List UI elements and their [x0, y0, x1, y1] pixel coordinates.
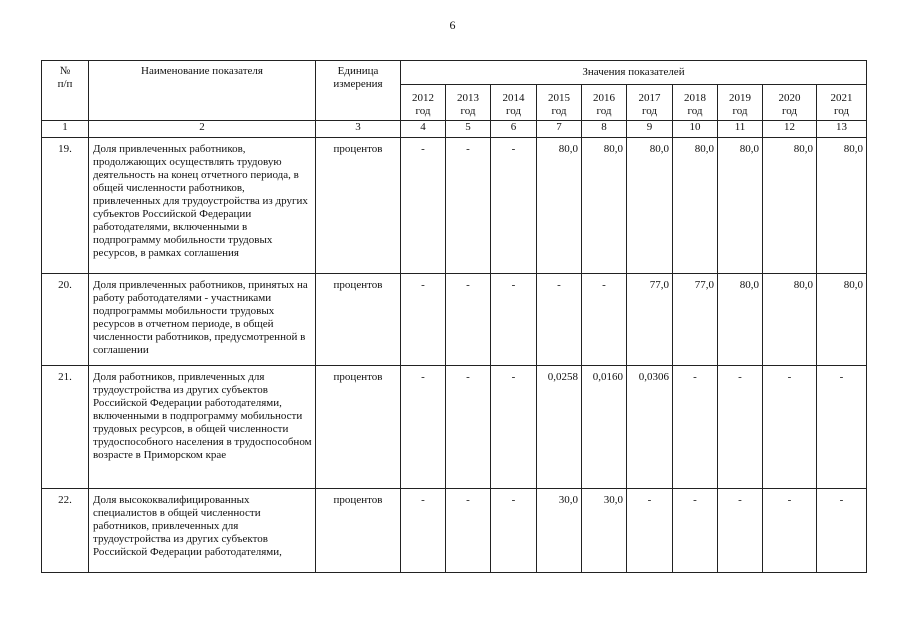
indicator-value: 30,0 — [537, 489, 582, 573]
column-numbers-row — [42, 121, 867, 138]
year-header: 2012 год — [401, 85, 446, 121]
column-number: 1 — [42, 121, 89, 138]
indicator-value: 0,0160 — [582, 366, 627, 489]
year-header: 2016 год — [582, 85, 627, 121]
indicator-value: 0,0306 — [627, 366, 673, 489]
year-header: 2019 год — [718, 85, 763, 121]
year-header: 2018 год — [673, 85, 718, 121]
indicator-value: - — [817, 366, 867, 489]
indicator-value: - — [627, 489, 673, 573]
column-number: 8 — [582, 121, 627, 138]
column-number: 6 — [491, 121, 537, 138]
indicator-value: 80,0 — [673, 138, 718, 274]
indicator-value: - — [582, 274, 627, 366]
indicator-value: - — [401, 274, 446, 366]
indicators-table — [41, 60, 867, 573]
table-row — [42, 366, 867, 489]
indicator-value: - — [718, 489, 763, 573]
indicator-value: 30,0 — [582, 489, 627, 573]
indicator-value: - — [446, 138, 491, 274]
row-number: 22. — [42, 489, 89, 573]
column-number: 4 — [401, 121, 446, 138]
indicator-value: - — [491, 138, 537, 274]
table-row — [42, 489, 867, 573]
indicator-value: - — [537, 274, 582, 366]
header-num: № п/п — [42, 61, 89, 121]
year-header: 2015 год — [537, 85, 582, 121]
table-row — [42, 274, 867, 366]
indicator-value: - — [401, 366, 446, 489]
indicator-value: 80,0 — [718, 274, 763, 366]
indicator-value: 80,0 — [817, 274, 867, 366]
column-number: 7 — [537, 121, 582, 138]
row-number: 21. — [42, 366, 89, 489]
indicator-name: Доля привлеченных работников, принятых на работу работодателями - участниками подпрограммы мобильности трудовых ресурсов в отчетном периоде, в общей численности работников, предусмотренной в соглашении — [89, 274, 316, 366]
indicator-value: - — [763, 489, 817, 573]
unit-of-measure: процентов — [316, 138, 401, 274]
indicator-value: 77,0 — [627, 274, 673, 366]
indicator-value: - — [673, 366, 718, 489]
indicator-value: - — [446, 489, 491, 573]
year-header: 2014 год — [491, 85, 537, 121]
indicator-value: 0,0258 — [537, 366, 582, 489]
indicator-value: - — [763, 366, 817, 489]
table-row — [42, 138, 867, 274]
indicator-value: - — [491, 274, 537, 366]
header-name: Наименование показателя — [89, 61, 316, 121]
table-body — [42, 138, 867, 573]
column-number: 2 — [89, 121, 316, 138]
column-number: 10 — [673, 121, 718, 138]
year-header: 2020 год — [763, 85, 817, 121]
indicator-value: - — [491, 366, 537, 489]
indicator-value: - — [446, 366, 491, 489]
header-unit: Единица измерения — [316, 61, 401, 121]
row-number: 20. — [42, 274, 89, 366]
column-number: 11 — [718, 121, 763, 138]
indicator-value: 80,0 — [718, 138, 763, 274]
indicator-value: 80,0 — [537, 138, 582, 274]
unit-of-measure: процентов — [316, 489, 401, 573]
indicator-value: - — [491, 489, 537, 573]
column-number: 5 — [446, 121, 491, 138]
header-values: Значения показателей — [401, 61, 867, 85]
unit-of-measure: процентов — [316, 366, 401, 489]
indicator-value: 80,0 — [627, 138, 673, 274]
indicator-value: - — [401, 489, 446, 573]
indicator-value: - — [401, 138, 446, 274]
indicator-value: - — [673, 489, 718, 573]
indicator-value: - — [718, 366, 763, 489]
year-header: 2013 год — [446, 85, 491, 121]
column-number: 9 — [627, 121, 673, 138]
page-number: 6 — [449, 18, 456, 32]
year-header: 2021 год — [817, 85, 867, 121]
column-number: 3 — [316, 121, 401, 138]
indicator-value: 80,0 — [763, 274, 817, 366]
indicator-value: - — [446, 274, 491, 366]
indicator-value: 77,0 — [673, 274, 718, 366]
indicator-name: Доля высококвалифицированных специалистов в общей численности работников, привлеченных для трудоустройства из других субъектов Российской Федерации работодателями, — [89, 489, 316, 573]
unit-of-measure: процентов — [316, 274, 401, 366]
indicator-value: - — [817, 489, 867, 573]
year-header: 2017 год — [627, 85, 673, 121]
indicator-value: 80,0 — [582, 138, 627, 274]
column-number: 13 — [817, 121, 867, 138]
column-number: 12 — [763, 121, 817, 138]
indicator-name: Доля привлеченных работников, продолжающих осуществлять трудовую деятельность на конец отчетного периода, в общей численности работников, привлеченных для трудоустройства из других субъектов Российской Федерации работодателями, включенными в подпрограмму мобильности трудовых ресурсов, в рамках соглашения — [89, 138, 316, 274]
row-number: 19. — [42, 138, 89, 274]
indicator-value: 80,0 — [763, 138, 817, 274]
indicator-value: 80,0 — [817, 138, 867, 274]
indicator-name: Доля работников, привлеченных для трудоустройства из других субъектов Российской Федерации работодателями, включенными в подпрограмму мобильности трудовых ресурсов, в общей численности трудоспособного населения в трудоспособном возрасте в Приморском крае — [89, 366, 316, 489]
